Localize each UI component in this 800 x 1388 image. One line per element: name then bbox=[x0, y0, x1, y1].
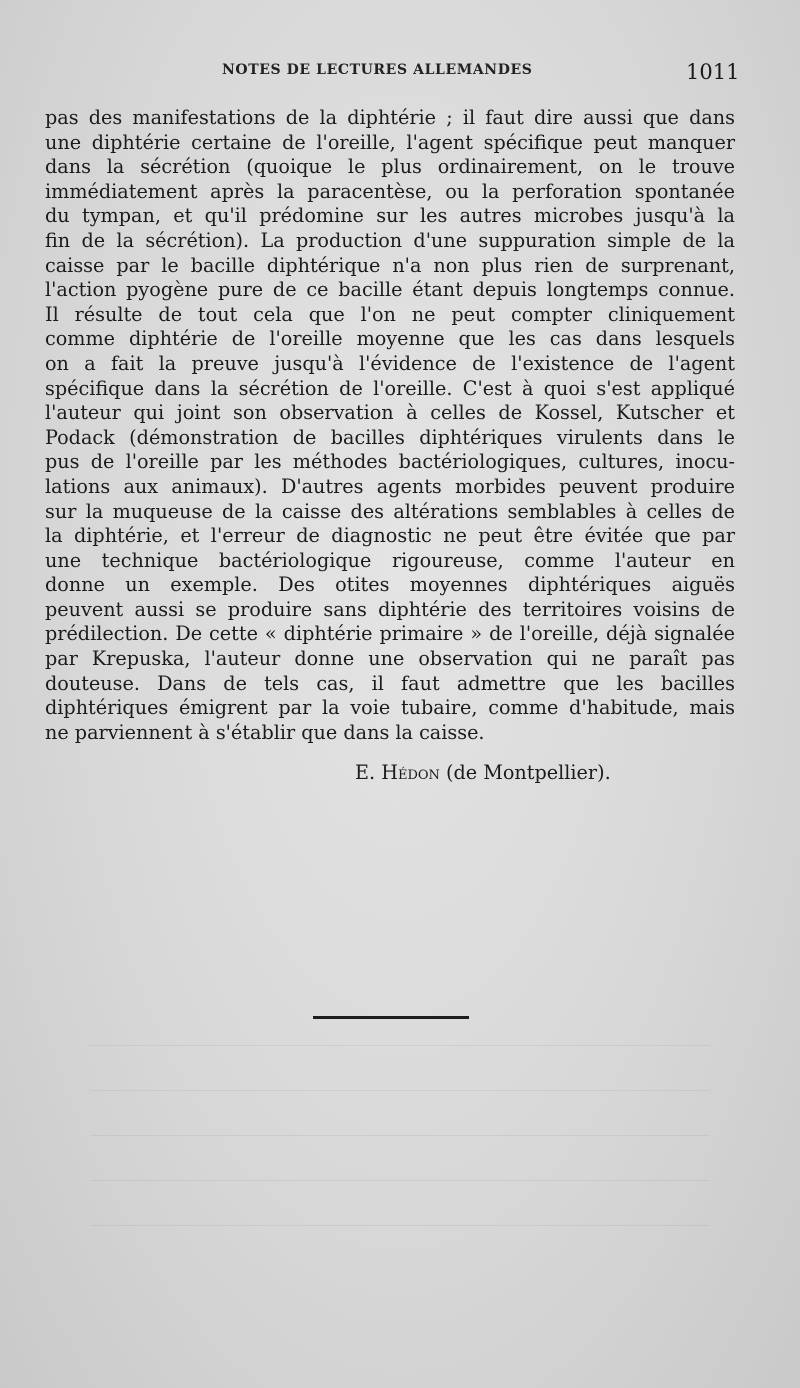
running-head: NOTES DE LECTURES ALLEMANDES bbox=[222, 62, 533, 78]
text-line: Podack (démonstration de bacilles diphtériques virulents dans le bbox=[45, 425, 735, 449]
bleed-through-line bbox=[90, 1090, 710, 1091]
text-line: peuvent aussi se produire sans diphtérie des territoires voisins de bbox=[45, 597, 735, 621]
text-line: douteuse. Dans de tels cas, il faut admettre que les bacilles bbox=[45, 671, 735, 695]
text-line: sur la muqueuse de la caisse des altérations semblables à celles de bbox=[45, 499, 735, 523]
text-line: immédiatement après la paracentèse, ou la perforation spontanée bbox=[45, 179, 735, 203]
text-line: par Krepuska, l'auteur donne une observation qui ne paraît pas bbox=[45, 647, 735, 671]
body-paragraph bbox=[45, 106, 735, 745]
text-line: l'action pyogène pure de ce bacille étant depuis longtemps connue. bbox=[45, 278, 735, 302]
text-line-last: ne parviennent à s'établir que dans la caisse. bbox=[45, 720, 485, 744]
author-signature bbox=[355, 760, 611, 786]
text-line: caisse par le bacille diphtérique n'a non plus rien de surprenant, bbox=[45, 253, 735, 277]
text-line: donne un exemple. Des otites moyennes diphtériques aiguës bbox=[45, 573, 735, 597]
text-line: Il résulte de tout cela que l'on ne peut compter cliniquement bbox=[45, 302, 735, 326]
section-divider bbox=[313, 1016, 469, 1019]
text-line: comme diphtérie de l'oreille moyenne que les cas dans lesquels bbox=[45, 327, 735, 351]
text-line: pus de l'oreille par les méthodes bactériologiques, cultures, inocu- bbox=[45, 450, 735, 474]
bleed-through-line bbox=[90, 1180, 710, 1181]
text-line: fin de la sécrétion). La production d'une suppuration simple de la bbox=[45, 228, 735, 252]
text-line: pas des manifestations de la diphtérie ; il faut dire aussi que dans bbox=[45, 106, 735, 129]
bleed-through-line bbox=[90, 1045, 710, 1046]
bleed-through-line bbox=[90, 1135, 710, 1136]
text-line: une diphtérie certaine de l'oreille, l'agent spécifique peut manquer bbox=[45, 130, 735, 154]
page-number: 1011 bbox=[686, 60, 740, 84]
author-surname: Hédon bbox=[381, 761, 440, 784]
author-affiliation: (de Montpellier). bbox=[446, 761, 611, 784]
text-line: prédilection. De cette « diphtérie primaire » de l'oreille, déjà signalée bbox=[45, 622, 735, 646]
text-line: du tympan, et qu'il prédomine sur les autres microbes jusqu'à la bbox=[45, 204, 735, 228]
text-line: spécifique dans la sécrétion de l'oreille. C'est à quoi s'est appliqué bbox=[45, 376, 735, 400]
text-line: lations aux animaux). D'autres agents morbides peuvent produire bbox=[45, 474, 735, 498]
text-line: on a fait la preuve jusqu'à l'évidence de l'existence de l'agent bbox=[45, 351, 735, 375]
text-line: la diphtérie, et l'erreur de diagnostic ne peut être évitée que par bbox=[45, 524, 735, 548]
bleed-through-line bbox=[90, 1225, 710, 1226]
author-initial: E. bbox=[355, 761, 376, 784]
text-line: dans la sécrétion (quoique le plus ordinairement, on le trouve bbox=[45, 155, 735, 179]
text-line: l'auteur qui joint son observation à celles de Kossel, Kutscher et bbox=[45, 401, 735, 425]
text-line: diphtériques émigrent par la voie tubaire, comme d'habitude, mais bbox=[45, 696, 735, 720]
text-line: une technique bactériologique rigoureuse, comme l'auteur en bbox=[45, 548, 735, 572]
